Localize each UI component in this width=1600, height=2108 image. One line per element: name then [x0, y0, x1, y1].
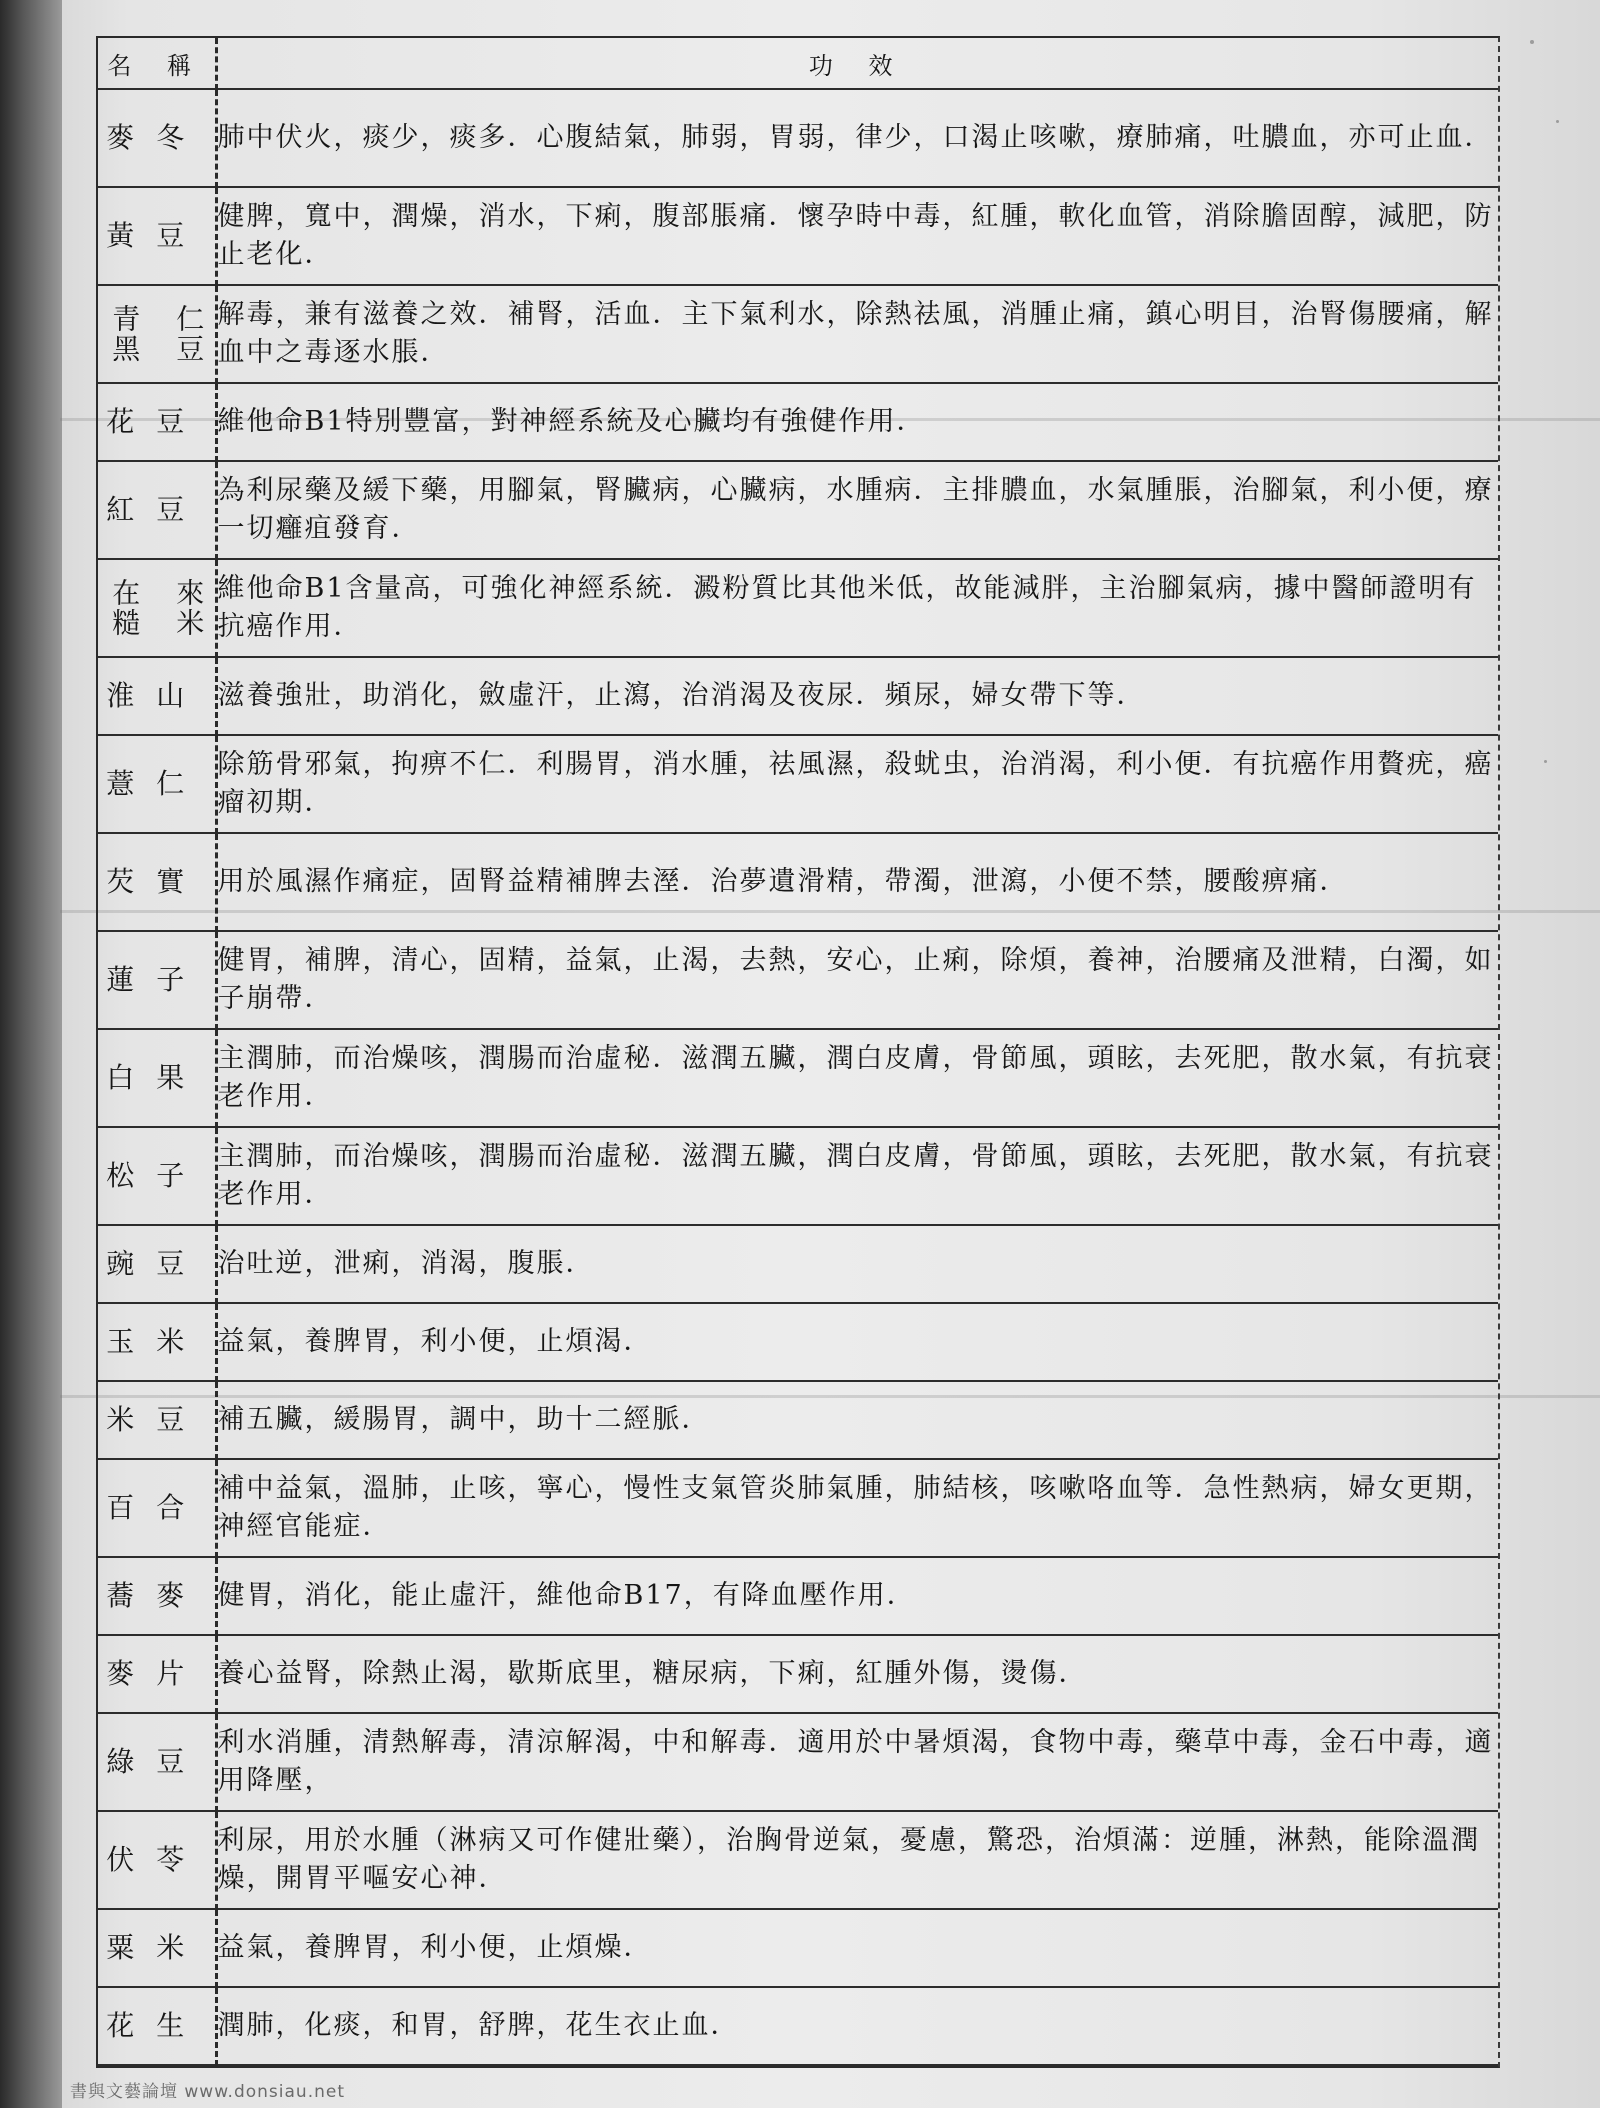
herb-effect: 除筋骨邪氣，拘痹不仁．利腸胃，消水腫，祛風濕，殺蚘虫，治消渴，利小便．有抗癌作用贅疣，癌瘤初期． — [216, 735, 1498, 833]
herb-name: 松子 — [98, 1127, 216, 1225]
herb-name: 紅豆 — [98, 461, 216, 559]
herb-name: 淮山 — [98, 657, 216, 735]
herb-effect: 補五臟，緩腸胃，調中，助十二經脈． — [216, 1381, 1498, 1459]
table-row — [98, 931, 1498, 1029]
herb-name: 薏仁 — [98, 735, 216, 833]
table-row — [98, 1811, 1498, 1909]
header-effect: 功 效 — [216, 38, 1498, 89]
printed-table-sheet — [96, 36, 1500, 2068]
herb-effect: 補中益氣，溫肺，止咳，寧心，慢性支氣管炎肺氣腫，肺結核，咳嗽咯血等．急性熱病，婦女更期，神經官能症． — [216, 1459, 1498, 1557]
herb-effects-table — [98, 38, 1498, 2066]
table-row — [98, 1713, 1498, 1811]
herb-effect: 為利尿藥及緩下藥，用腳氣，腎臟病，心臟病，水腫病．主排膿血，水氣腫脹，治腳氣，利小便，療一切癰疽發育． — [216, 461, 1498, 559]
herb-name: 麥片 — [98, 1635, 216, 1713]
herb-name — [98, 559, 216, 657]
paper-speck — [1556, 120, 1559, 123]
herb-name: 伏苓 — [98, 1811, 216, 1909]
herb-effect: 健脾，寬中，潤燥，消水，下痢，腹部脹痛．懷孕時中毒，紅腫，軟化血管，消除膽固醇，減肥，防止老化． — [216, 187, 1498, 285]
herb-name: 綠豆 — [98, 1713, 216, 1811]
herb-effect: 肺中伏火，痰少，痰多．心腹結氣，肺弱，胃弱，律少，口渴止咳嗽，療肺痛，吐膿血，亦可止血． — [216, 89, 1498, 187]
herb-effect: 解毒，兼有滋養之效．補腎，活血．主下氣利水，除熱祛風，消腫止痛，鎮心明目，治腎傷腰痛，解血中之毒逐水脹． — [216, 285, 1498, 383]
herb-effect: 利水消腫，清熱解毒，清涼解渴，中和解毒．適用於中暑煩渴，食物中毒，藥草中毒，金石中毒，適用降壓， — [216, 1713, 1498, 1811]
herb-name: 花豆 — [98, 383, 216, 461]
herb-name: 蓮子 — [98, 931, 216, 1029]
table-row — [98, 559, 1498, 657]
herb-effect: 益氣，養脾胃，利小便，止煩燥． — [216, 1909, 1498, 1987]
herb-effect: 用於風濕作痛症，固腎益精補脾去溼．治夢遺滑精，帶濁，泄瀉，小便不禁，腰酸痹痛． — [216, 833, 1498, 931]
table-row — [98, 1127, 1498, 1225]
table-row — [98, 1557, 1498, 1635]
table-row — [98, 1381, 1498, 1459]
header-name: 名 稱 — [98, 38, 216, 89]
herb-effect: 維他命B1含量高，可強化神經系統．澱粉質比其他米低，故能減胖，主治腳氣病，據中醫師證明有抗癌作用． — [216, 559, 1498, 657]
table-row — [98, 383, 1498, 461]
herb-name-line-1: 在糙 — [108, 578, 142, 638]
herb-name: 米豆 — [98, 1381, 216, 1459]
page-shadow-edge — [0, 0, 62, 2108]
herb-name: 粟米 — [98, 1909, 216, 1987]
herb-effect: 健胃，消化，能止虛汗，維他命B17，有降血壓作用． — [216, 1557, 1498, 1635]
table-row — [98, 1987, 1498, 2065]
herb-effect: 滋養強壯，助消化，斂虛汗，止瀉，治消渴及夜尿．頻尿，婦女帶下等． — [216, 657, 1498, 735]
herb-effect: 主潤肺，而治燥咳，潤腸而治虛秘．滋潤五臟，潤白皮膚，骨節風，頭眩，去死肥，散水氣，有抗衰老作用． — [216, 1029, 1498, 1127]
table-row — [98, 1303, 1498, 1381]
table-row — [98, 833, 1498, 931]
herb-name: 白果 — [98, 1029, 216, 1127]
herb-effect: 養心益腎，除熱止渴，歇斯底里，糖尿病，下痢，紅腫外傷，燙傷． — [216, 1635, 1498, 1713]
herb-name: 玉米 — [98, 1303, 216, 1381]
herb-name: 黃豆 — [98, 187, 216, 285]
herb-effect: 主潤肺，而治燥咳，潤腸而治虛秘．滋潤五臟，潤白皮膚，骨節風，頭眩，去死肥，散水氣，有抗衰老作用． — [216, 1127, 1498, 1225]
herb-effect: 健胃，補脾，清心，固精，益氣，止渴，去熱，安心，止痢，除煩，養神，治腰痛及泄精，白濁，如子崩帶． — [216, 931, 1498, 1029]
herb-name: 百合 — [98, 1459, 216, 1557]
herb-name — [98, 285, 216, 383]
herb-name: 麥冬 — [98, 89, 216, 187]
table-row — [98, 89, 1498, 187]
paper-speck — [1530, 40, 1534, 44]
table-row — [98, 1635, 1498, 1713]
herb-name-line-1: 青黑 — [108, 304, 142, 364]
herb-effect: 益氣，養脾胃，利小便，止煩渴． — [216, 1303, 1498, 1381]
herb-name-line-2: 來米 — [172, 578, 206, 638]
table-header-row — [98, 38, 1498, 89]
paper-speck — [1544, 760, 1547, 763]
herb-effect: 利尿，用於水腫（淋病又可作健壯藥），治胸骨逆氣，憂慮，驚恐，治煩滿：逆腫，淋熱，能除溫潤燥，開胃平嘔安心神． — [216, 1811, 1498, 1909]
herb-effect: 治吐逆，泄痢，消渴，腹脹． — [216, 1225, 1498, 1303]
table-row — [98, 285, 1498, 383]
herb-effect: 維他命B1特別豐富，對神經系統及心臟均有強健作用． — [216, 383, 1498, 461]
site-watermark: 書與文藝論壇 www.donsiau.net — [70, 2082, 345, 2102]
table-row — [98, 1459, 1498, 1557]
herb-name: 花生 — [98, 1987, 216, 2065]
table-row — [98, 735, 1498, 833]
herb-name: 蕎麥 — [98, 1557, 216, 1635]
table-row — [98, 461, 1498, 559]
herb-name-line-2: 仁豆 — [172, 304, 206, 364]
table-row — [98, 1909, 1498, 1987]
table-row — [98, 1225, 1498, 1303]
table-row — [98, 657, 1498, 735]
table-row — [98, 1029, 1498, 1127]
herb-name: 芡實 — [98, 833, 216, 931]
herb-name: 豌豆 — [98, 1225, 216, 1303]
table-row — [98, 187, 1498, 285]
herb-effect: 潤肺，化痰，和胃，舒脾，花生衣止血． — [216, 1987, 1498, 2065]
